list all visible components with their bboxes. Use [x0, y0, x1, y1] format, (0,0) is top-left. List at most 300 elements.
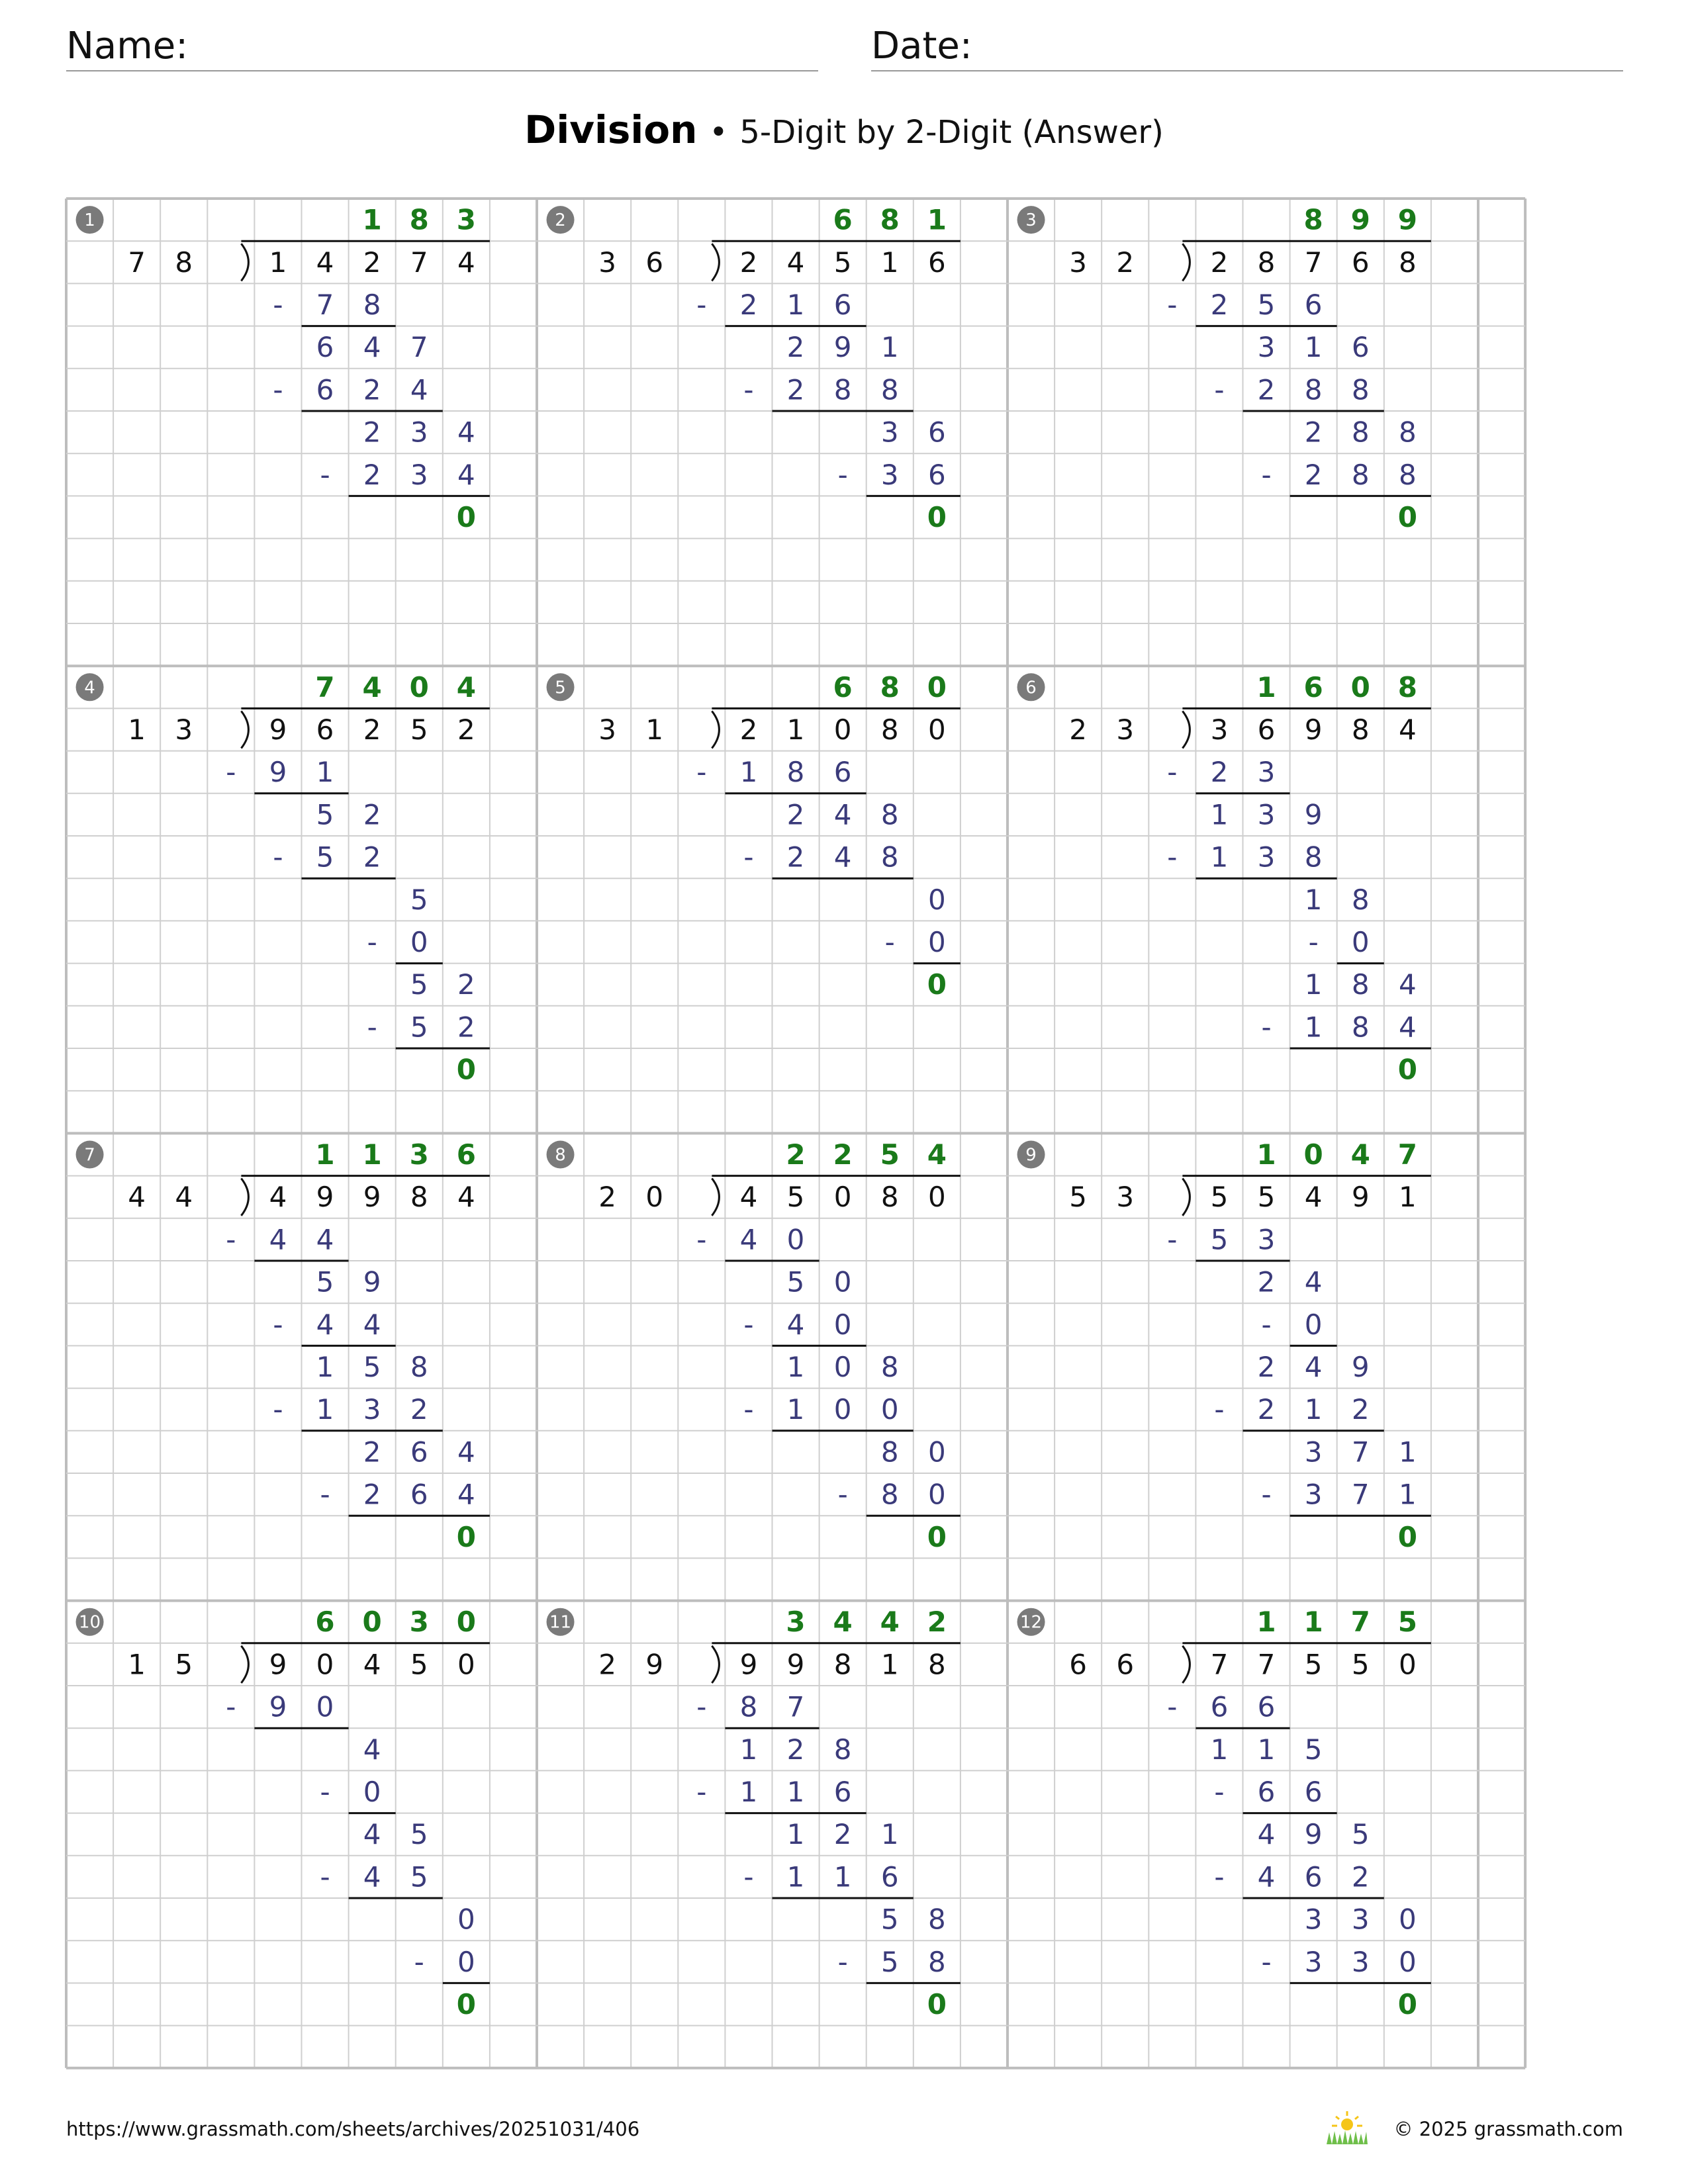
division-bracket	[241, 1646, 248, 1683]
quotient-digit: 0	[456, 1606, 476, 1639]
division-bracket	[712, 711, 719, 748]
quotient-digit: 8	[1303, 203, 1323, 236]
subtraction-digit: 1	[1304, 1011, 1323, 1044]
problem-number: 7	[84, 1145, 95, 1165]
subtraction-digit: 5	[316, 841, 334, 874]
divisor-digit: 2	[598, 1181, 617, 1214]
subtraction-digit: 0	[1304, 1308, 1323, 1341]
subtraction-digit: 2	[1257, 1393, 1276, 1426]
subtraction-digit: 2	[1351, 1393, 1370, 1426]
divisor-digit: 5	[1069, 1181, 1088, 1214]
dividend-digit: 1	[880, 1648, 899, 1681]
quotient-digit: 7	[315, 670, 335, 704]
divisor-digit: 7	[128, 246, 146, 279]
divisor-digit: 3	[175, 713, 193, 746]
title-main: Division	[524, 107, 698, 152]
remainder-digit: 1	[1304, 883, 1323, 916]
dividend-digit: 5	[410, 713, 428, 746]
problem-number: 1	[84, 210, 95, 231]
subtraction-digit: 4	[833, 841, 852, 874]
minus-sign: -	[273, 373, 283, 406]
remainder-digit: 1	[1210, 798, 1229, 831]
dividend-digit: 4	[269, 1181, 287, 1214]
subtraction-digit: 6	[833, 756, 852, 789]
remainder-digit: 8	[927, 1903, 946, 1936]
quotient-digit: 5	[880, 1138, 900, 1171]
quotient-digit: 4	[362, 670, 382, 704]
subtraction-digit: 0	[1351, 926, 1370, 958]
minus-sign: -	[1167, 1690, 1178, 1723]
subtraction-digit: 9	[269, 1690, 287, 1723]
dividend-digit: 0	[833, 1181, 852, 1214]
remainder-digit: 2	[786, 798, 805, 831]
dividend-digit: 2	[457, 713, 475, 746]
dividend-digit: 9	[1351, 1181, 1370, 1214]
remainder-digit: 6	[316, 331, 334, 364]
quotient-digit: 6	[1303, 670, 1323, 704]
dividend-digit: 8	[1351, 713, 1370, 746]
dividend-digit: 0	[927, 713, 946, 746]
subtraction-digit: 3	[410, 458, 428, 491]
remainder-digit: 2	[363, 416, 381, 449]
subtraction-digit: 1	[786, 289, 805, 321]
remainder-digit: 1	[786, 1351, 805, 1383]
final-remainder: 0	[927, 501, 947, 533]
divisor-digit: 5	[175, 1648, 193, 1681]
minus-sign: -	[273, 1308, 283, 1341]
minus-sign: -	[743, 841, 754, 874]
divisor-digit: 3	[1116, 1181, 1135, 1214]
minus-sign: -	[1214, 1393, 1225, 1426]
quotient-digit: 1	[1256, 670, 1276, 704]
subtraction-digit: 0	[363, 1776, 381, 1808]
minus-sign: -	[696, 1776, 707, 1808]
remainder-digit: 1	[1398, 1435, 1417, 1469]
dividend-digit: 6	[316, 713, 334, 746]
remainder-digit: 6	[410, 1435, 428, 1469]
subtraction-digit: 1	[786, 1776, 805, 1808]
subtraction-digit: 9	[269, 756, 287, 789]
subtraction-digit: 1	[833, 1860, 852, 1893]
quotient-digit: 8	[880, 670, 900, 704]
subtraction-digit: 3	[880, 458, 899, 491]
subtraction-digit: 2	[1210, 756, 1229, 789]
final-remainder: 0	[456, 501, 476, 533]
quotient-digit: 0	[1303, 1138, 1323, 1171]
quotient-digit: 6	[315, 1606, 335, 1639]
remainder-digit: 2	[1257, 1351, 1276, 1383]
remainder-digit: 1	[739, 1733, 758, 1766]
quotient-digit: 2	[833, 1138, 853, 1171]
minus-sign: -	[743, 373, 754, 406]
minus-sign: -	[367, 926, 377, 958]
divisor-digit: 1	[645, 713, 664, 746]
dividend-digit: 6	[927, 246, 946, 279]
subtraction-digit: 1	[1210, 841, 1229, 874]
remainder-digit: 4	[363, 1733, 381, 1766]
title-subtitle: 5-Digit by 2-Digit (Answer)	[739, 114, 1164, 151]
minus-sign: -	[1261, 458, 1272, 491]
remainder-digit: 9	[363, 1265, 381, 1298]
dividend-digit: 1	[786, 713, 805, 746]
subtraction-digit: 2	[457, 1011, 475, 1044]
subtraction-digit: 8	[739, 1690, 758, 1723]
minus-sign: -	[1261, 1478, 1272, 1511]
subtraction-digit: 4	[786, 1308, 805, 1341]
subtraction-digit: 1	[1398, 1478, 1417, 1511]
date-label: Date:	[871, 24, 972, 68]
remainder-digit: 7	[1351, 1435, 1370, 1469]
minus-sign: -	[884, 926, 895, 958]
quotient-digit: 5	[1397, 1606, 1417, 1639]
divisor-digit: 9	[645, 1648, 664, 1681]
minus-sign: -	[1214, 1776, 1225, 1808]
subtraction-digit: 2	[363, 841, 381, 874]
remainder-digit: 1	[786, 1818, 805, 1851]
problem-number: 5	[555, 678, 566, 698]
division-bracket	[241, 1179, 248, 1216]
problem-number: 2	[555, 210, 566, 231]
subtraction-digit: 8	[786, 756, 805, 789]
divisor-digit: 6	[1069, 1648, 1088, 1681]
remainder-digit: 1	[1210, 1733, 1229, 1766]
quotient-digit: 9	[1397, 203, 1417, 236]
remainder-digit: 2	[786, 1733, 805, 1766]
remainder-digit: 4	[1304, 1351, 1323, 1383]
subtraction-digit: 2	[1351, 1860, 1370, 1893]
footer-url: https://www.grassmath.com/sheets/archives/20251031/406	[66, 2118, 640, 2140]
subtraction-digit: 6	[927, 458, 946, 491]
subtraction-digit: 1	[316, 1393, 334, 1426]
subtraction-digit: 8	[1304, 373, 1323, 406]
divisor-digit: 0	[645, 1181, 664, 1214]
dividend-digit: 9	[1304, 713, 1323, 746]
quotient-digit: 1	[315, 1138, 335, 1171]
subtraction-digit: 0	[833, 1308, 852, 1341]
divisor-digit: 1	[128, 713, 146, 746]
remainder-digit: 8	[410, 1351, 428, 1383]
remainder-digit: 9	[1304, 1818, 1323, 1851]
dividend-digit: 4	[457, 246, 475, 279]
remainder-digit: 5	[1304, 1733, 1323, 1766]
divisor-digit: 3	[1116, 713, 1135, 746]
remainder-digit: 5	[363, 1351, 381, 1383]
remainder-digit: 8	[1351, 883, 1370, 916]
dividend-digit: 5	[1304, 1648, 1323, 1681]
quotient-digit: 6	[833, 670, 853, 704]
quotient-digit: 2	[786, 1138, 806, 1171]
dividend-digit: 0	[833, 713, 852, 746]
remainder-digit: 5	[410, 883, 428, 916]
subtraction-digit: 2	[363, 373, 381, 406]
final-remainder: 0	[1397, 1053, 1417, 1086]
subtraction-digit: 2	[1257, 373, 1276, 406]
subtraction-digit: 3	[1304, 1945, 1323, 1978]
subtraction-digit: 0	[833, 1393, 852, 1426]
divisor-digit: 3	[1069, 246, 1088, 279]
subtraction-digit: 8	[927, 1945, 946, 1978]
dividend-digit: 7	[1210, 1648, 1229, 1681]
subtraction-digit: 4	[269, 1223, 287, 1256]
subtraction-digit: 0	[786, 1223, 805, 1256]
dividend-digit: 2	[739, 713, 758, 746]
remainder-digit: 2	[786, 331, 805, 364]
remainder-digit: 3	[1351, 1903, 1370, 1936]
remainder-digit: 6	[1351, 331, 1370, 364]
dividend-digit: 5	[786, 1181, 805, 1214]
division-bracket	[1182, 1179, 1190, 1216]
dividend-digit: 1	[880, 246, 899, 279]
division-bracket	[712, 244, 719, 281]
subtraction-digit: 4	[457, 458, 475, 491]
remainder-digit: 3	[1304, 1435, 1323, 1469]
remainder-digit: 4	[1398, 968, 1417, 1001]
subtraction-digit: 2	[363, 1478, 381, 1511]
remainder-digit: 4	[457, 416, 475, 449]
problem-number: 10	[79, 1612, 101, 1633]
subtraction-digit: 0	[410, 926, 428, 958]
subtraction-digit: 2	[786, 841, 805, 874]
divisor-digit: 2	[598, 1648, 617, 1681]
minus-sign: -	[226, 1690, 236, 1723]
subtraction-digit: 6	[1257, 1690, 1276, 1723]
quotient-digit: 4	[456, 670, 476, 704]
subtraction-digit: 2	[786, 373, 805, 406]
remainder-digit: 4	[1257, 1818, 1276, 1851]
dividend-digit: 5	[1210, 1181, 1229, 1214]
dividend-digit: 0	[316, 1648, 334, 1681]
quotient-digit: 7	[1350, 1606, 1370, 1639]
dividend-digit: 9	[269, 713, 287, 746]
dividend-digit: 1	[1398, 1181, 1417, 1214]
minus-sign: -	[743, 1393, 754, 1426]
subtraction-digit: 1	[786, 1860, 805, 1893]
divisor-digit: 2	[1116, 246, 1135, 279]
subtraction-digit: 3	[363, 1393, 381, 1426]
divisor-digit: 3	[598, 713, 617, 746]
dividend-digit: 2	[1210, 246, 1229, 279]
minus-sign: -	[837, 1945, 848, 1978]
subtraction-digit: 6	[880, 1860, 899, 1893]
subtraction-digit: 2	[1210, 289, 1229, 321]
dividend-digit: 3	[1210, 713, 1229, 746]
final-remainder: 0	[456, 1520, 476, 1553]
name-label: Name:	[66, 24, 189, 68]
remainder-digit: 5	[316, 798, 334, 831]
final-remainder: 0	[927, 968, 947, 1001]
subtraction-digit: 8	[363, 289, 381, 321]
remainder-digit: 4	[363, 1818, 381, 1851]
quotient-digit: 4	[927, 1138, 947, 1171]
remainder-digit: 2	[833, 1818, 852, 1851]
remainder-digit: 2	[363, 798, 381, 831]
final-remainder: 0	[1397, 1520, 1417, 1553]
problem-number: 11	[549, 1612, 572, 1633]
quotient-digit: 1	[1303, 1606, 1323, 1639]
dividend-digit: 4	[1304, 1181, 1323, 1214]
dividend-digit: 8	[1257, 246, 1276, 279]
subtraction-digit: 4	[316, 1223, 334, 1256]
subtraction-digit: 8	[1351, 373, 1370, 406]
minus-sign: -	[1167, 756, 1178, 789]
dividend-digit: 9	[363, 1181, 381, 1214]
quotient-digit: 1	[362, 1138, 382, 1171]
subtraction-digit: 0	[927, 926, 946, 958]
quotient-digit: 7	[1397, 1138, 1417, 1171]
minus-sign: -	[414, 1945, 424, 1978]
problem-number: 9	[1025, 1145, 1037, 1165]
subtraction-digit: 2	[1304, 458, 1323, 491]
dividend-digit: 5	[1351, 1648, 1370, 1681]
quotient-digit: 6	[833, 203, 853, 236]
final-remainder: 0	[1397, 1988, 1417, 2021]
quotient-digit: 8	[409, 203, 429, 236]
dividend-digit: 7	[1304, 246, 1323, 279]
minus-sign: -	[1261, 1011, 1272, 1044]
dividend-digit: 8	[833, 1648, 852, 1681]
subtraction-digit: 7	[1351, 1478, 1370, 1511]
dividend-digit: 8	[927, 1648, 946, 1681]
dividend-digit: 9	[786, 1648, 805, 1681]
remainder-digit: 5	[786, 1265, 805, 1298]
subtraction-digit: 5	[1257, 289, 1276, 321]
remainder-digit: 4	[833, 798, 852, 831]
dividend-digit: 6	[1351, 246, 1370, 279]
remainder-digit: 0	[833, 1351, 852, 1383]
problem-number: 3	[1025, 210, 1037, 231]
dividend-digit: 4	[1398, 713, 1417, 746]
dividend-digit: 0	[457, 1648, 475, 1681]
divisor-digit: 6	[1116, 1648, 1135, 1681]
remainder-digit: 4	[363, 331, 381, 364]
subtraction-digit: 4	[363, 1860, 381, 1893]
remainder-digit: 8	[880, 798, 899, 831]
problem-number: 4	[84, 678, 95, 698]
divisor-digit: 6	[645, 246, 664, 279]
dividend-digit: 8	[880, 713, 899, 746]
subtraction-digit: 4	[739, 1223, 758, 1256]
minus-sign: -	[1261, 1308, 1272, 1341]
minus-sign: -	[226, 1223, 236, 1256]
subtraction-digit: 8	[880, 841, 899, 874]
dividend-digit: 4	[457, 1181, 475, 1214]
quotient-digit: 1	[1256, 1606, 1276, 1639]
remainder-digit: 0	[1398, 1903, 1417, 1936]
remainder-digit: 8	[1351, 416, 1370, 449]
minus-sign: -	[837, 1478, 848, 1511]
remainder-digit: 2	[457, 968, 475, 1001]
dividend-digit: 9	[739, 1648, 758, 1681]
subtraction-digit: 4	[1257, 1860, 1276, 1893]
remainder-digit: 1	[1257, 1733, 1276, 1766]
quotient-digit: 0	[362, 1606, 382, 1639]
quotient-digit: 3	[786, 1606, 806, 1639]
dividend-digit: 2	[363, 713, 381, 746]
quotient-digit: 8	[1397, 670, 1417, 704]
subtraction-digit: 2	[410, 1393, 428, 1426]
subtraction-digit: 3	[1351, 1945, 1370, 1978]
dividend-digit: 9	[269, 1648, 287, 1681]
subtraction-digit: 1	[739, 1776, 758, 1808]
remainder-digit: 2	[1304, 416, 1323, 449]
remainder-digit: 8	[1398, 416, 1417, 449]
problem-number: 12	[1020, 1612, 1043, 1633]
subtraction-digit: 0	[1398, 1945, 1417, 1978]
subtraction-digit: 4	[1398, 1011, 1417, 1044]
remainder-digit: 5	[410, 1818, 428, 1851]
minus-sign: -	[320, 1478, 330, 1511]
remainder-digit: 3	[1257, 798, 1276, 831]
divisor-digit: 3	[598, 246, 617, 279]
minus-sign: -	[696, 1223, 707, 1256]
remainder-digit: 1	[316, 1351, 334, 1383]
quotient-digit: 0	[409, 670, 429, 704]
subtraction-digit: 1	[316, 756, 334, 789]
minus-sign: -	[743, 1308, 754, 1341]
divisor-digit: 4	[175, 1181, 193, 1214]
quotient-digit: 2	[927, 1606, 947, 1639]
subtraction-digit: 8	[1351, 1011, 1370, 1044]
subtraction-digit: 6	[1257, 1776, 1276, 1808]
remainder-digit: 4	[457, 1435, 475, 1469]
subtraction-digit: 3	[1257, 1223, 1276, 1256]
dividend-digit: 5	[833, 246, 852, 279]
remainder-digit: 0	[927, 883, 946, 916]
division-bracket	[1182, 244, 1190, 281]
minus-sign: -	[1167, 289, 1178, 321]
minus-sign: -	[1214, 373, 1225, 406]
dividend-digit: 8	[880, 1181, 899, 1214]
dividend-digit: 5	[1257, 1181, 1276, 1214]
final-remainder: 0	[927, 1520, 947, 1553]
quotient-digit: 4	[1350, 1138, 1370, 1171]
dividend-digit: 0	[1398, 1648, 1417, 1681]
dividend-digit: 7	[1257, 1648, 1276, 1681]
quotient-digit: 3	[409, 1138, 429, 1171]
remainder-digit: 8	[880, 1351, 899, 1383]
subtraction-digit: 8	[1398, 458, 1417, 491]
remainder-digit: 5	[316, 1265, 334, 1298]
minus-sign: -	[743, 1860, 754, 1893]
quotient-digit: 4	[880, 1606, 900, 1639]
minus-sign: -	[1261, 1945, 1272, 1978]
dividend-digit: 4	[363, 1648, 381, 1681]
quotient-digit: 0	[927, 670, 947, 704]
remainder-digit: 2	[363, 1435, 381, 1469]
quotient-digit: 1	[927, 203, 947, 236]
remainder-digit: 0	[927, 1435, 946, 1469]
final-remainder: 0	[456, 1988, 476, 2021]
subtraction-digit: 6	[316, 373, 334, 406]
quotient-digit: 9	[1350, 203, 1370, 236]
remainder-digit: 3	[1257, 331, 1276, 364]
subtraction-digit: 6	[833, 1776, 852, 1808]
quotient-digit: 4	[833, 1606, 853, 1639]
dividend-digit: 8	[410, 1181, 428, 1214]
minus-sign: -	[696, 756, 707, 789]
quotient-digit: 1	[1256, 1138, 1276, 1171]
subtraction-digit: 2	[363, 458, 381, 491]
remainder-digit: 3	[1304, 1903, 1323, 1936]
minus-sign: -	[320, 458, 330, 491]
quotient-digit: 3	[456, 203, 476, 236]
minus-sign: -	[1167, 841, 1178, 874]
subtraction-digit: 5	[410, 1011, 428, 1044]
problem-number: 8	[555, 1145, 566, 1165]
divisor-digit: 1	[128, 1648, 146, 1681]
quotient-digit: 0	[1350, 670, 1370, 704]
subtraction-digit: 1	[1304, 1393, 1323, 1426]
